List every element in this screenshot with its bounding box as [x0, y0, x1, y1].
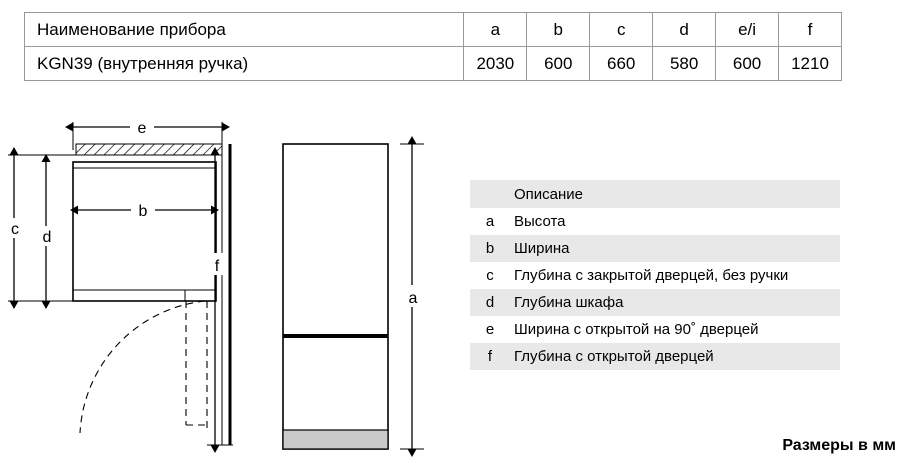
dimension-label-d: d — [42, 229, 52, 246]
legend-desc-d: Глубина шкафа — [514, 294, 624, 311]
front-view-plinth — [283, 430, 388, 449]
legend-item-f — [470, 343, 840, 370]
legend-key-f: f — [487, 348, 493, 365]
legend-item-a — [470, 208, 840, 235]
table-header-f: f — [779, 13, 842, 47]
dimension-label-b: b — [138, 203, 148, 220]
drawing-svg — [0, 100, 460, 460]
dimension-label-c: c — [11, 221, 19, 238]
table-header-e-i: e/i — [716, 13, 779, 47]
table-header-b: b — [527, 13, 590, 47]
legend-desc-b: Ширина — [514, 240, 570, 257]
legend-title-row — [470, 180, 840, 208]
legend-item-d — [470, 289, 840, 316]
wall-hatch — [76, 144, 222, 155]
table-header-a: a — [464, 13, 527, 47]
legend-key-d: d — [485, 294, 495, 311]
cell-appliance-name: KGN39 (внутренняя ручка) — [25, 47, 464, 81]
cabinet-top-view — [73, 162, 216, 301]
legend-desc-c: Глубина с закрытой дверцей, без ручки — [514, 267, 789, 284]
legend-key-a: a — [485, 213, 495, 230]
legend-desc-f: Глубина с открытой дверцей — [514, 348, 714, 365]
table-header-d: d — [653, 13, 716, 47]
cell-b: 600 — [527, 47, 590, 81]
table-header-row — [25, 13, 842, 47]
legend-desc-e: Ширина с открытой на 90˚ дверцей — [514, 321, 759, 338]
legend-desc-a: Высота — [514, 213, 566, 230]
cell-e-i: 600 — [716, 47, 779, 81]
legend-item-e — [470, 316, 840, 343]
front-view-body — [283, 144, 388, 449]
legend-key-e: e — [485, 321, 495, 338]
legend-panel — [470, 180, 840, 370]
legend-key-b: b — [485, 240, 495, 257]
dimension-label-e: e — [137, 120, 147, 137]
units-note: Размеры в мм — [782, 437, 896, 454]
legend-key-c: c — [486, 267, 494, 284]
cell-c: 660 — [590, 47, 653, 81]
table-header-appliance-name: Наименование прибора — [25, 13, 464, 47]
table-header-c: c — [590, 13, 653, 47]
legend-item-b — [470, 235, 840, 262]
technical-drawing — [0, 100, 460, 460]
cell-d: 580 — [653, 47, 716, 81]
specification-table — [24, 12, 842, 81]
table-row — [25, 47, 842, 81]
dimension-label-f: f — [214, 258, 220, 275]
legend-title: Описание — [514, 185, 584, 203]
dimension-label-a: a — [408, 290, 418, 307]
legend-item-c — [470, 262, 840, 289]
cell-f: 1210 — [779, 47, 842, 81]
cell-a: 2030 — [464, 47, 527, 81]
